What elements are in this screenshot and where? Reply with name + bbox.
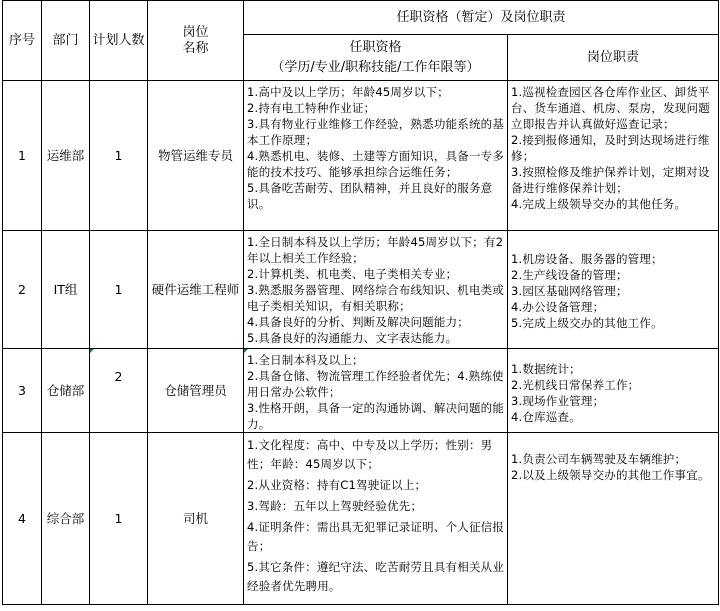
qualification-subtitle: （学历/专业/职称技能/工作年限等）	[271, 59, 480, 75]
row-position: 物管运维专员	[148, 81, 244, 231]
qualification-item: 1.高中及以上学历；年龄45周岁以下；	[247, 85, 449, 99]
row-dept: 运维部	[42, 81, 90, 231]
header-qualification	[244, 35, 508, 81]
duty-item: 3.现场作业管理；	[511, 394, 605, 408]
row-position: 硬件运维工程师	[148, 231, 244, 349]
row-dept: 综合部	[42, 433, 90, 605]
header-no: 序号	[3, 1, 42, 81]
row-count: 2	[90, 349, 148, 433]
row-count: 1	[90, 81, 148, 231]
duty-item: 1.巡视检查园区各仓库作业区、卸货平台、货车通道、机房、泵房，发现问题立即报告并认真做好巡查记录；	[511, 85, 710, 131]
duty-item: 2.接到报修通知，及时到达现场进行维修；	[511, 133, 710, 163]
row-qualifications	[244, 433, 508, 605]
qualification-item: 5.具备良好的沟通能力、文字表达能力。	[247, 331, 458, 345]
qualification-item: 2.具备仓储、物流管理工作经验者优先；4.熟练使用日常办公软件；	[247, 369, 504, 399]
row-count: 1	[90, 231, 148, 349]
duty-item: 4.仓库巡查。	[511, 410, 581, 424]
qualification-item: 4.熟悉机电、装修、土建等方面知识，具备一专多能的技术技巧、能够承担综合运维任务；	[247, 149, 505, 179]
row-no: 3	[3, 349, 42, 433]
table-row	[3, 81, 719, 231]
qualification-title: 任职资格	[349, 39, 402, 55]
qualification-item: 4.证明条件：需出具无犯罪记录证明、个人征信报告；	[247, 520, 505, 553]
qualification-item: 5.具备吃苦耐劳、团队精神，并且良好的服务意识。	[247, 181, 493, 211]
qualification-item: 1.文化程度：高中、中专及以上学历；性别：男性；年龄：45周岁以下；	[247, 438, 493, 471]
row-no: 4	[3, 433, 42, 605]
row-no: 1	[3, 81, 42, 231]
duty-item: 5.完成上级交办的其他工作。	[511, 316, 663, 330]
duty-item: 4.完成上级领导交办的其他任务。	[511, 197, 687, 211]
qualification-item: 4.具备良好的分析、判断及解决问题能力；	[247, 315, 469, 329]
qualification-item: 5.其它条件：遵纪守法、吃苦耐劳且具有相关从业经验者优先聘用。	[247, 560, 505, 593]
qualification-item: 1.全日制本科及以上；	[247, 353, 364, 367]
duty-item: 2.以及上级领导交办的其他工作事宜。	[511, 468, 710, 482]
row-qualifications	[244, 231, 508, 349]
header-count: 计划人数	[90, 1, 148, 81]
row-position: 仓储管理员	[148, 349, 244, 433]
row-dept: 仓储部	[42, 349, 90, 433]
duty-item: 4.办公设备管理；	[511, 300, 605, 314]
header-position: 岗位 名称	[148, 1, 244, 81]
duty-item: 1.数据统计；	[511, 362, 581, 376]
row-duties	[508, 231, 719, 349]
header-dept: 部门	[42, 1, 90, 81]
qualification-item: 2.从业资格：持有C1驾驶证以上；	[247, 478, 427, 492]
row-duties	[508, 349, 719, 433]
qualification-item: 2.计算机类、机电类、电子类相关专业；	[247, 267, 458, 281]
row-qualifications	[244, 349, 508, 433]
header-duty: 岗位职责	[508, 35, 719, 81]
duty-item: 2.光机线日常保养工作；	[511, 378, 640, 392]
header-group: 任职资格（暂定）及岗位职责	[244, 1, 719, 35]
qualification-item: 3.驾龄：五年以上驾驶经验优先；	[247, 499, 423, 513]
qualification-item: 3.性格开朗，具备一定的沟通协调、解决问题的能力。	[247, 401, 505, 431]
row-qualifications	[244, 81, 508, 231]
duty-item: 1.机房设备、服务器的管理；	[511, 252, 663, 266]
table-row	[3, 231, 719, 349]
row-no: 2	[3, 231, 42, 349]
duty-item: 2.生产线设备的管理；	[511, 268, 628, 282]
qualification-item: 1.全日制本科及以上学历；年龄45周岁以下；有2年以上相关工作经验；	[247, 235, 504, 265]
recruitment-table	[2, 0, 719, 605]
row-dept: IT组	[42, 231, 90, 349]
row-duties	[508, 81, 719, 231]
row-position: 司机	[148, 433, 244, 605]
table-row	[3, 349, 719, 433]
duty-item: 3.园区基础网络管理；	[511, 284, 628, 298]
duty-item: 1.负责公司车辆驾驶及车辆维护；	[511, 452, 687, 466]
table-row	[3, 433, 719, 605]
duty-item: 3.按照检修及维护保养计划，定期对设备进行维修保养计划；	[511, 165, 710, 195]
qualification-item: 3.熟悉服务器管理、网络综合布线知识、机电类或电子类相关知识，有相关职称；	[247, 283, 505, 313]
row-duties	[508, 433, 719, 605]
qualification-item: 3.具有物业行业维修工作经验，熟悉功能系统的基本工作原理；	[247, 117, 505, 147]
row-count: 1	[90, 433, 148, 605]
qualification-item: 2.持有电工特种作业证；	[247, 101, 376, 115]
